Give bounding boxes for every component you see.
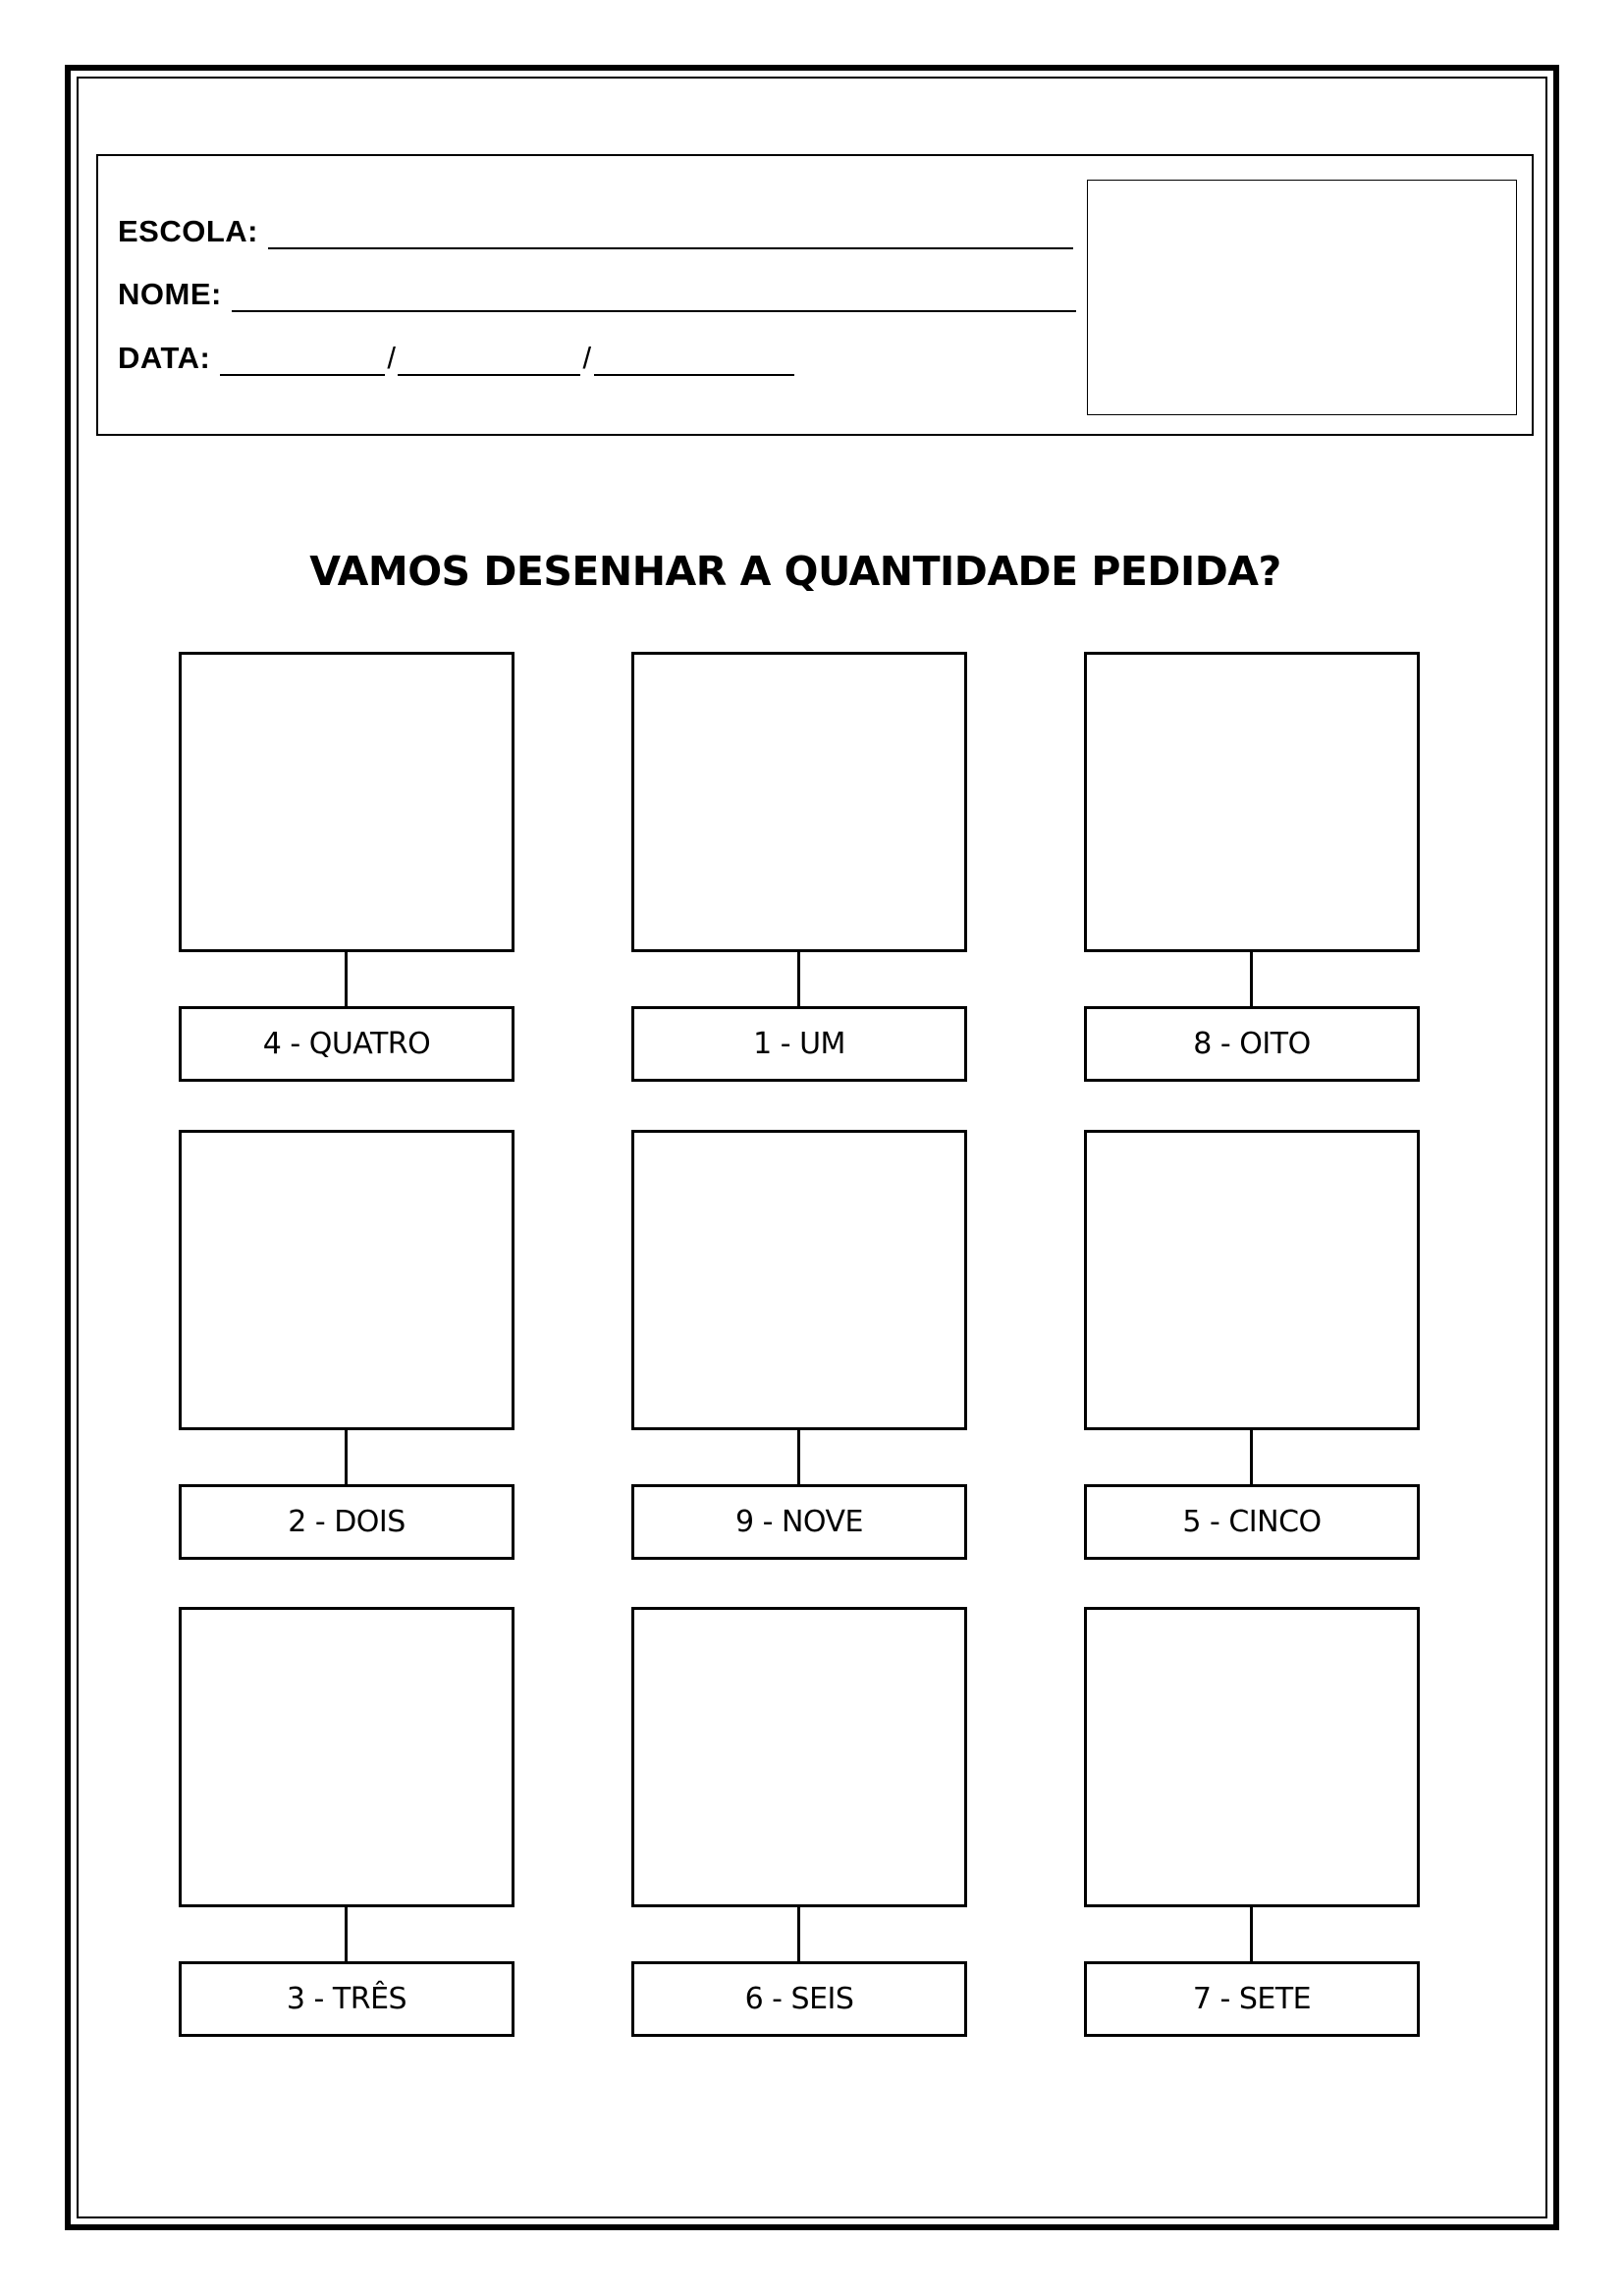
- data-label: DATA:: [118, 341, 211, 375]
- date-separator: /: [387, 341, 397, 375]
- drawing-box[interactable]: [1084, 1130, 1420, 1430]
- quantity-label: 4 - QUATRO: [179, 1006, 514, 1082]
- quantity-label: 2 - DOIS: [179, 1484, 514, 1560]
- photo-box: [1087, 180, 1517, 415]
- date-day-field[interactable]: [220, 345, 385, 376]
- escola-label: ESCOLA:: [118, 214, 258, 248]
- connector-line: [797, 1907, 800, 1961]
- quantity-label: 8 - OITO: [1084, 1006, 1420, 1082]
- drawing-box[interactable]: [1084, 652, 1420, 952]
- date-year-field[interactable]: [594, 345, 794, 376]
- quantity-label: 7 - SETE: [1084, 1961, 1420, 2037]
- connector-line: [1250, 1430, 1253, 1484]
- nome-field[interactable]: [232, 281, 1076, 312]
- quantity-label: 9 - NOVE: [631, 1484, 967, 1560]
- page-title: VAMOS DESENHAR A QUANTIDADE PEDIDA?: [309, 548, 1281, 595]
- connector-line: [345, 952, 348, 1006]
- connector-line: [797, 952, 800, 1006]
- escola-row: [118, 214, 1073, 249]
- quantity-label: 3 - TRÊS: [179, 1961, 514, 2037]
- quantity-label: 5 - CINCO: [1084, 1484, 1420, 1560]
- connector-line: [1250, 1907, 1253, 1961]
- connector-line: [1250, 952, 1253, 1006]
- nome-label: NOME:: [118, 277, 222, 311]
- drawing-box[interactable]: [179, 652, 514, 952]
- date-month-field[interactable]: [398, 345, 580, 376]
- quantity-label: 1 - UM: [631, 1006, 967, 1082]
- connector-line: [345, 1430, 348, 1484]
- drawing-box[interactable]: [1084, 1607, 1420, 1907]
- escola-field[interactable]: [268, 218, 1073, 249]
- date-separator: /: [582, 341, 592, 375]
- data-row: [118, 341, 794, 376]
- connector-line: [345, 1907, 348, 1961]
- connector-line: [797, 1430, 800, 1484]
- drawing-box[interactable]: [631, 1130, 967, 1430]
- drawing-box[interactable]: [179, 1130, 514, 1430]
- quantity-label: 6 - SEIS: [631, 1961, 967, 2037]
- drawing-box[interactable]: [179, 1607, 514, 1907]
- nome-row: [118, 277, 1076, 312]
- drawing-box[interactable]: [631, 652, 967, 952]
- drawing-box[interactable]: [631, 1607, 967, 1907]
